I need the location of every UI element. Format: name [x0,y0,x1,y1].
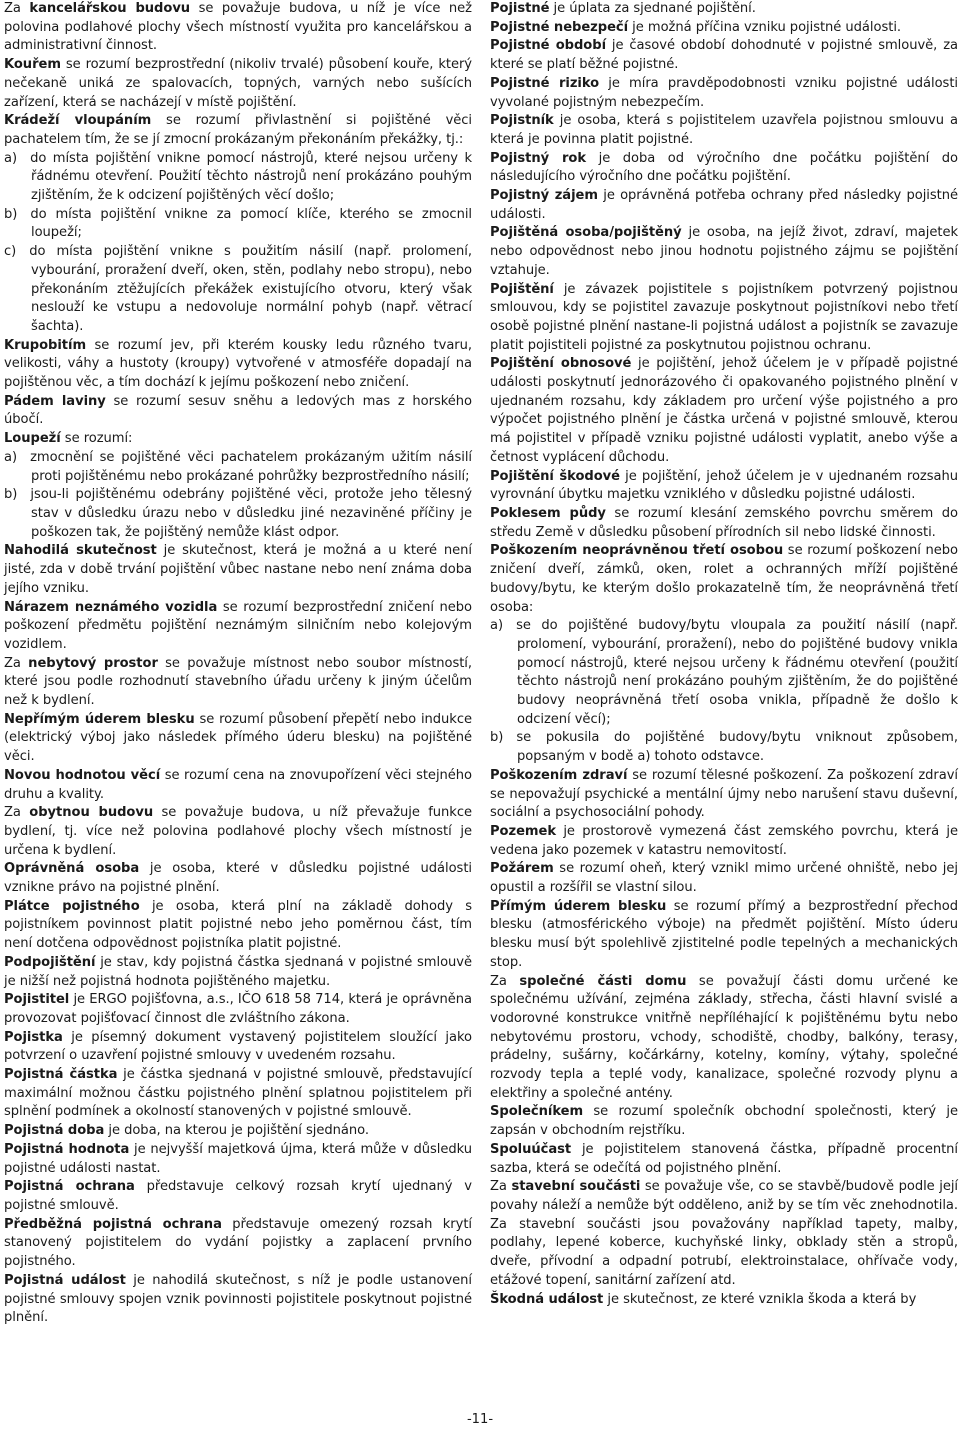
definition-text: se rozumí bezprostřední (nikoliv trvalé) působení kouře, který nečekaně uniká ze spalovacích, topných, varných nebo sušících zařízení, která se nacházejí v místě pojištění. [4,57,472,110]
definition-text: se rozumí sesuv sněhu a ledových mas z horského úbočí. [4,393,472,428]
definition-text: Za [4,805,30,821]
defined-term: společné části domu [519,973,687,989]
definition-text: představuje celkový rozsah krytí ujednaný v pojistné smlouvě. [4,1179,472,1213]
defined-term: Nepřímým úderem blesku [4,711,195,727]
definition-text: se rozumí poškození nebo zničení dveří, zámků, oken, rolet a ochranných mříží pojištěné budovy/bytu, ke kterým došlo prokazatelně tím, že neoprávněná třetí osoba: [490,543,958,615]
left-column [4,0,472,1328]
definition-list-item [4,243,472,337]
definition-text: se považuje budova, u níž je více než polovina podlahové plochy všech místností využita pro kancelářskou a administrativní činnost. [4,1,472,54]
defined-term: Nahodilá skutečnost [4,543,157,559]
definition-paragraph [490,75,958,112]
definition-text: se rozumí bezprostřední zničení nebo poškození předmětu pojištění neznámým silničním nebo kolejovým vozidlem. [4,599,473,652]
defined-term: Předběžná pojistná ochrana [4,1216,222,1232]
definition-text: se rozumí klesání zemského povrchu směrem do středu Země v důsledku působení přírodních sil nebo lidské činnosti. [490,505,958,540]
definition-text: se rozumí společník obchodní společnosti, který je zapsán v obchodním rejstříku. [490,1104,958,1139]
definition-paragraph [490,150,958,187]
definition-list-item [490,617,958,729]
definition-text: a) do místa pojištění vnikne pomocí nástrojů, které nejsou určeny k řádnému otevření. Použití těchto nástrojů není prokázáno pouhým zjištěním, že k odcizení pojištěných věcí došlo; [4,150,472,204]
defined-term: Plátce pojistného [4,898,140,914]
definition-paragraph [4,0,472,56]
definition-text: se rozumí přivlastnění si pojištěné věci pachatelem tím, že se jí zmocní prokázaným překonáním překážky, tj.: [4,113,473,147]
definition-paragraph [4,954,472,991]
definition-text: je stav, kdy pojistná částka sjednaná v pojistné smlouvě je nižší než pojistná hodnota pojištěného majetku. [4,954,472,989]
definition-text: je oprávněná potřeba ochrany před následky pojistné události. [490,188,958,222]
defined-term: Novou hodnotou věcí [4,767,161,783]
definition-paragraph [4,1272,472,1328]
definition-paragraph [490,1103,958,1140]
definition-list-item [4,206,472,243]
defined-term: Škodná událost [490,1291,604,1307]
definition-text: je skutečnost, ze které vznikla škoda a která by [603,1291,917,1307]
definition-paragraph [4,1122,472,1141]
definition-text: je závazek pojistitele s pojistníkem potvrzený pojistnou smlouvou, kdy se pojistitel zavazuje poskytnout pojistníkovi nebo třetí osobě pojistné plnění nastane-li pojistná událost a pojistník se zavazuje platit pojistiteli pojistné za poskytnutou pojistnou ochranu. [490,281,958,353]
definition-paragraph [490,823,958,860]
definition-paragraph [490,1178,958,1290]
defined-term: Krupobitím [4,337,87,353]
definition-text: je osoba, které v důsledku pojistné události vznikne právo na pojistné plnění. [4,861,473,896]
definition-text: je osoba, na jejíž život, zdraví, majetek nebo odpovědnost nebo jinou hodnotu pojistného zájmu se pojištění vztahuje. [490,225,958,278]
definition-text: se rozumí přímý a bezprostřední přechod blesku (atmosférického výboje) na předmět pojištění. Místo úderu blesku musí být spolehlivě zjistitelné podle tepelných a mechanických stop. [490,898,958,970]
definition-paragraph [4,991,472,1028]
defined-term: Pojistka [4,1029,63,1045]
definition-paragraph [4,112,472,149]
definition-text: se považuje místnost nebo soubor místností, které jsou podle rozhodnutí stavebního úřadu určeny k jiným účelům než k bydlení. [4,655,473,709]
definition-list-item [4,449,472,486]
definition-text: je pojištění, jehož účelem je v ujednaném rozsahu vyrovnání úbytku majetku vzniklého v důsledku pojistné události. [490,468,958,503]
definition-text: představuje omezený rozsah krytí stanovený pojistitelem do vydání pojistky a zaplacení prvního pojistného. [4,1216,472,1270]
defined-term: Pojištění [490,281,554,297]
definition-paragraph [490,355,958,467]
definition-paragraph [490,19,958,38]
definition-paragraph [4,1141,472,1178]
definition-paragraph [4,804,472,860]
definition-text: se rozumí cena na znovupořízení věci stejného druhu a kvality. [4,767,472,802]
defined-term: Loupeží [4,431,61,447]
definition-paragraph [490,187,958,224]
definition-text: je skutečnost, která je možná a u které není jisté, zda v době trvání pojištění vůbec nastane nebo není známa doba jejího vzniku. [4,543,473,596]
definition-text: je možná příčina vzniku pojistné události. [628,19,902,35]
definition-text: je časové období dohodnuté v pojistné smlouvě, za které se platí běžné pojistné. [490,38,958,73]
defined-term: Pojistný rok [490,150,587,166]
defined-term: Pojistitel [4,992,70,1008]
definition-paragraph [4,711,472,767]
definition-paragraph [490,898,958,973]
defined-term: Pojistné [490,1,550,16]
defined-term: Poškozením neoprávněnou třetí osobou [490,543,784,559]
definition-text: a) zmocnění se pojištěné věci pachatelem prokázaným užitím násilí proti pojištěnému nebo prokázané pohrůžky bezprostředního násilí; [4,449,472,484]
definition-paragraph [490,542,958,617]
definition-text: je osoba, která s pojistitelem uzavřela pojistnou smlouvu a která je povinna platit pojistné. [490,113,958,147]
definition-text: je nejvyšší majetková újma, která může v důsledku pojistné události nastat. [4,1141,472,1176]
defined-term: Pojistné riziko [490,75,600,91]
definition-paragraph [490,505,958,542]
definition-paragraph [4,1029,472,1066]
defined-term: stavební součásti [511,1179,641,1195]
definition-paragraph [4,599,472,655]
definition-paragraph [4,430,472,449]
definition-text: se rozumí tělesné poškození. Za poškození zdraví se nepovažují psychické a mentální újmy nebo narušení stavu duševní, sociální a psychosociální pohody. [490,767,959,821]
definition-text: je ERGO pojišťovna, a.s., IČO 618 58 714, která je oprávněna provozovat pojišťovací činnost dle zvláštního zákona. [4,992,472,1026]
definition-text: je částka sjednaná v pojistné smlouvě, představující maximální možnou částku pojistného plnění splatnou pojistitelem při splnění podmínek a okolností stanovených v pojistné smlouvě. [4,1067,472,1120]
definition-text: je osoba, která plní na základě dohody s pojistníkem povinnost platit pojistné nebo jeho poměrnou část, tím není dotčena odpovědnost pojistníka platit pojistné. [4,898,472,952]
definition-text: je nahodilá skutečnost, s níž je podle ustanovení pojistné smlouvy spojen vznik povinnosti pojistitele poskytnout pojistné plnění. [4,1272,472,1326]
definition-text: je prostorově vymezená část zemského povrchu, která je vedena jako pozemek v katastru nemovitostí. [490,823,958,858]
defined-term: Pojistná ochrana [4,1179,135,1195]
definition-text: c) do místa pojištění vnikne s použitím násilí (např. prolomení, vybourání, proražení dveří, oken, stěn, podlahy nebo stropu), nebo překonáním ztěžujících překážek existujícího otvoru, který však neslouží ke vstupu a nedovoluje normální pohyb (např. větrací šachta). [4,244,472,334]
defined-term: Pojistné období [490,38,607,54]
definition-paragraph [490,860,958,897]
definition-text: je písemný dokument vystavený pojistitelem sloužící jako potvrzení o uzavření pojistné smlouvy v uvedeném rozsahu. [4,1029,472,1064]
definition-paragraph [4,1066,472,1122]
defined-term: obytnou budovu [29,805,154,821]
definition-text: je doba, na kterou je pojištění sjednáno. [104,1123,369,1139]
definition-paragraph [490,112,958,149]
definition-paragraph [4,860,472,897]
definition-paragraph [4,542,472,598]
definition-list-item [4,486,472,542]
defined-term: kancelářskou budovu [29,1,191,16]
defined-term: Pojištění škodové [490,468,620,484]
definition-paragraph [490,0,958,19]
definition-text: je míra pravděpodobnosti vzniku pojistné události vyvolané pojistným nebezpečím. [490,75,958,110]
definition-paragraph [490,468,958,505]
defined-term: Pojistná částka [4,1067,118,1083]
definition-paragraph [490,767,958,823]
defined-term: Podpojištění [4,954,96,970]
defined-term: Oprávněná osoba [4,861,140,877]
definition-text: se považuje vše, co se stavbě/budově podle její povahy náleží a nemůže být odděleno, aniž by se tím věc znehodnotila. Za stavební součásti jsou považovány například tapety, malby, podlahy, lepené koberce, kuchyňské linky, obklady stěn a stropů, dveře, přívodní a odpadní potrubí, elektroinstalace, ohřívače vody, etážové topení, sanitární zařízení atd. [490,1179,958,1288]
definition-paragraph [4,56,472,112]
definition-paragraph [4,1178,472,1215]
definition-text: b) jsou-li pojištěnému odebrány pojištěné věci, protože jeho tělesný stav v důsledku úrazu nebo v důsledku jiné nezaviněné příčiny je poškozen tak, že pojištěný nemůže klást odpor. [4,487,472,540]
definition-paragraph [490,1291,958,1310]
defined-term: Poškozením zdraví [490,767,628,783]
defined-term: Poklesem půdy [490,505,606,521]
defined-term: Požárem [490,861,554,877]
definition-paragraph [490,224,958,280]
defined-term: nebytový prostor [28,655,158,671]
definition-text: Za [4,1,30,16]
definition-paragraph [4,393,472,430]
definition-text: se rozumí jev, při kterém kousky ledu různého tvaru, velikosti, váhy a hustoty (kroupy) vytvořené v atmosféře dopadají na pojištěnou věc, a tím dochází k jejímu poškození nebo zničení. [4,337,472,391]
definition-paragraph [4,898,472,954]
definition-text: se rozumí oheň, který vznikl mimo určené ohniště, nebo jej opustil a rozšířil se vlastní silou. [490,861,958,896]
definition-paragraph [4,337,472,393]
definition-text: Za [490,973,520,989]
definition-text: se rozumí působení přepětí nebo indukce (elektrický výboj jako následek přímého úderu blesku) na pojištěné věci. [4,711,472,765]
page-number: -11- [466,1412,494,1427]
defined-term: Pádem laviny [4,393,106,409]
defined-term: Pojistná hodnota [4,1141,130,1157]
defined-term: Pojištěná osoba/pojištěný [490,225,682,241]
definition-text: je úplata za sjednané pojištění. [549,1,756,16]
definition-text: b) do místa pojištění vnikne za pomocí klíče, kterého se zmocnil loupeží; [4,206,472,241]
definition-text: Za [4,655,29,671]
definition-paragraph [490,281,958,356]
defined-term: Krádeží vloupáním [4,113,152,129]
defined-term: Pojistná událost [4,1272,126,1288]
definition-text: se považuje budova, u níž převažuje funkce bydlení, tj. více než polovina podlahové plochy všech místností je určena k bydlení. [4,805,472,858]
definition-text: je pojistitelem stanovená částka, případně procentní sazba, která se odečítá od pojistného plnění. [490,1141,958,1176]
defined-term: Pojistný zájem [490,188,598,204]
definition-paragraph [490,1141,958,1178]
definition-text: Za [490,1179,512,1195]
definition-text: je doba od výročního dne počátku pojištění do následujícího výročního dne počátku pojištění. [490,150,958,185]
definition-paragraph [4,1216,472,1272]
definition-text: a) se do pojištěné budovy/bytu vloupala za použití násilí (např. prolomení, vybourání, proražení), nebo do pojištěné budovy vnikla pomocí nástrojů, které nejsou určeny k řádnému otevření (použití těchto nástrojů není prokázáno pouhým zjištěním, že do pojištěné budovy neoprávněná třetí osoba vnikla, případně že došlo k odcizení věcí); [490,618,958,727]
defined-term: Pojištění obnosové [490,356,632,372]
defined-term: Pojistná doba [4,1123,105,1139]
definition-paragraph [490,973,958,1104]
definition-text: se rozumí: [60,431,133,447]
defined-term: Kouřem [4,57,61,73]
defined-term: Spoluúčast [490,1141,572,1157]
definition-paragraph [4,655,472,711]
defined-term: Pojistné nebezpečí [490,19,629,35]
defined-term: Pojistník [490,113,554,129]
defined-term: Pozemek [490,823,556,839]
definition-text: je pojištění, jehož účelem je v případě pojistné události poskytnutí jednorázového či opakovaného pojistného plnění v ujednaném rozsahu, kdy základem pro určení výše pojistného a pro výpočet pojistného plnění je částka určená v pojistné smlouvě, kterou má pojistitel v případě vzniku pojistné události vyplatit, anebo výše a četnost vyplácení důchodu. [490,356,958,465]
defined-term: Společníkem [490,1104,584,1120]
definition-text: b) se pokusila do pojištěné budovy/bytu vniknout způsobem, popsaným v bodě a) tohoto odstavce. [490,730,958,765]
definition-list-item [4,150,472,206]
definition-list-item [490,729,958,766]
right-column [490,0,958,1309]
defined-term: Přímým úderem blesku [490,898,667,914]
definition-paragraph [490,37,958,74]
definition-paragraph [4,767,472,804]
defined-term: Nárazem neznámého vozidla [4,599,218,615]
definition-text: se považují části domu určené ke společnému užívání, zejména základy, střecha, části hlavní svislé a vodorovné konstrukce vnitřně nepříléhající k pojištěnému bytu nebo nebytovému prostoru, vchody, schodiště, chodby, balkóny, terasy, prádelny, sušárny, kočárkárny, kotelny, komíny, výtahy, společné rozvody tepla a teplé vody, kanalizace, společné rozvody plynu a elektřiny a společné antény. [490,973,958,1101]
